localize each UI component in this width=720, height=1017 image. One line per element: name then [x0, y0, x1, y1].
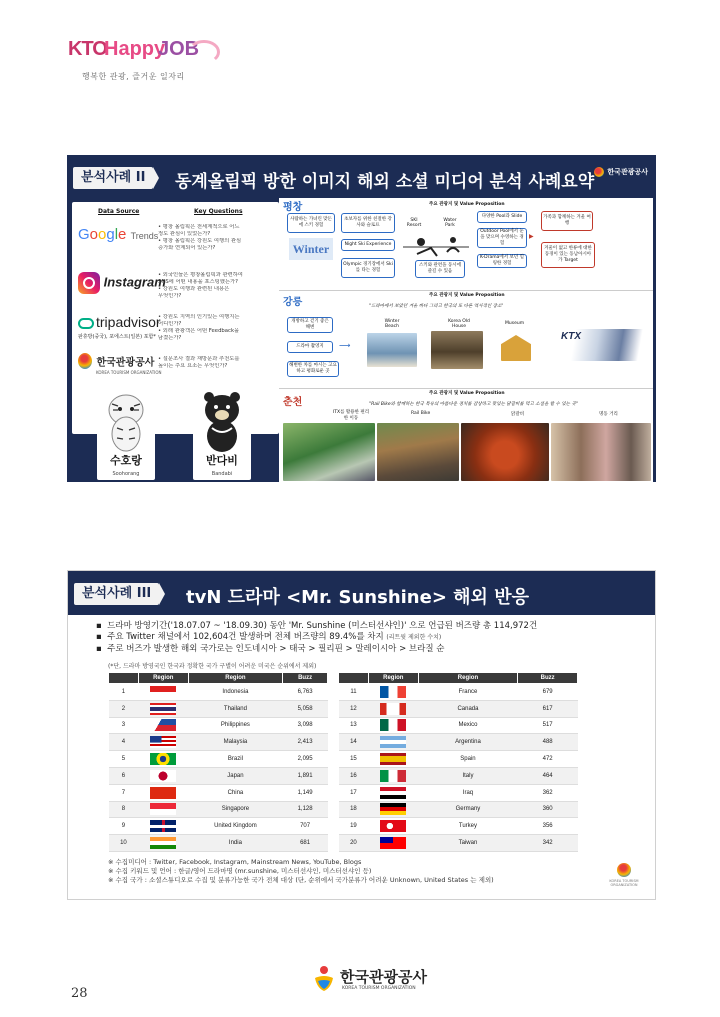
rank-cell: 19 — [339, 818, 369, 835]
rank-cell: 9 — [109, 818, 139, 835]
country-cell: Brazil — [188, 751, 283, 768]
flag-cell — [138, 784, 188, 801]
region-subtitle: 주요 관광지 및 Value Proposition — [429, 293, 505, 298]
region-pyeongchang — [279, 198, 653, 288]
buzz-cell: 679 — [518, 684, 578, 701]
buzz-cell: 617 — [518, 700, 578, 717]
slide2-bullets — [96, 621, 537, 655]
vp-box: 드라마 촬영지 — [287, 341, 333, 353]
buzz-cell: 2,095 — [283, 751, 328, 768]
buzz-cell: 681 — [283, 835, 328, 852]
country-cell: Japan — [188, 767, 283, 784]
flag-cell — [138, 751, 188, 768]
kto-logo-icon — [312, 964, 336, 992]
table-row — [339, 751, 578, 768]
country-cell: United Kingdom — [188, 818, 283, 835]
flag-cell — [138, 684, 188, 701]
country-cell: Canada — [418, 700, 518, 717]
col-header: Region — [418, 673, 518, 684]
slide1-title: 동계올림픽 방한 이미지 해외 소셜 미디어 분석 사례요약 — [175, 172, 595, 192]
logo-kto: KTO — [68, 38, 107, 60]
col-header: Buzz — [283, 673, 328, 684]
region-subtitle: 주요 관광지 및 Value Proposition — [429, 202, 505, 207]
key-questions-header: Key Questions — [194, 208, 243, 215]
winter-beach-label: Winter Beach — [384, 319, 400, 329]
region-name: 강릉 — [283, 297, 303, 308]
rank-cell: 16 — [339, 767, 369, 784]
table-row — [339, 700, 578, 717]
footnote: ※ 수집 키워드 및 언어 : 한글/영어 드라마명 (mr.sunshine, 미스터선샤인, 미스터선샤인 등) — [108, 866, 372, 875]
mascot-roman: Soohorang — [112, 471, 140, 477]
country-cell: Argentina — [418, 734, 518, 751]
table-row — [109, 835, 328, 852]
table-row — [339, 835, 578, 852]
flag-th-icon — [150, 703, 176, 715]
vp-box: 초보자를 위한 친절한 강사와 슬로프 — [341, 213, 395, 233]
flag-cell — [138, 717, 188, 734]
table-row — [339, 734, 578, 751]
mascot-name: 반다비 — [206, 454, 238, 467]
buzz-table-left — [108, 672, 328, 852]
rank-cell: 14 — [339, 734, 369, 751]
table-row — [339, 801, 578, 818]
myeongdong-photo — [551, 423, 651, 481]
table-row — [109, 784, 328, 801]
region-gangneung — [279, 290, 653, 388]
region-name: 춘천 — [283, 397, 303, 408]
rank-cell: 5 — [109, 751, 139, 768]
tripadvisor-sub: 판휴방(중국), 포에스트(일본) 포함* — [78, 334, 156, 340]
connector-arrow-icon: ⟶ — [339, 341, 351, 350]
bear-mascot-icon — [193, 388, 251, 454]
country-cell: Iraq — [418, 784, 518, 801]
museum-icon — [501, 335, 531, 361]
country-cell: Mexico — [418, 717, 518, 734]
museum-label: Museum — [505, 321, 525, 326]
kto-footer-logo — [312, 962, 427, 1002]
vp-box: K-Drama에서 보던 힐링한 경험 — [477, 254, 527, 268]
kto-source-logo: 한국관광공사 KOREA TOURISM ORGANIZATION — [78, 352, 161, 375]
country-cell: Italy — [418, 767, 518, 784]
region-name: 평창 — [283, 202, 303, 213]
flag-cell — [368, 835, 418, 852]
flag-br-icon — [150, 753, 176, 765]
flag-my-icon — [150, 736, 176, 748]
buzz-cell: 5,058 — [283, 700, 328, 717]
kto-logo-icon — [617, 863, 631, 877]
instagram-questions: • 외국인들은 평창올림픽과 관련하여 SNS에 어떤 내용을 포스팅했는가? • 강원도 여행과 관련된 내용은 무엇인가? — [158, 272, 243, 300]
vp-box: Night Ski Experience — [341, 239, 395, 251]
flag-ph-icon — [150, 719, 176, 731]
country-cell: Germany — [418, 801, 518, 818]
slide2-title-bar — [68, 571, 655, 615]
flag-cell — [368, 767, 418, 784]
mascot-roman: Bandabi — [211, 471, 233, 477]
buzz-cell: 517 — [518, 717, 578, 734]
country-cell: India — [188, 835, 283, 852]
dakgalbi-photo — [461, 423, 549, 481]
kto-happy-job-logo — [68, 38, 218, 88]
flag-ar-icon — [380, 736, 406, 748]
flag-mx-icon — [380, 719, 406, 731]
flag-jp-icon — [150, 770, 176, 782]
google-trends-questions: • 평창 올림픽은 전세계적으로 어느 정도 관심이 있었는가? • 평창 올림픽은 강원도 여행의 관심 증가와 연계되어 있는가? — [158, 224, 242, 252]
tripadvisor-questions: • 강원도 지역의 인기있는 여행지는 어디인가? • 외래 관광객은 어떤 Feedback을 남겼는가? — [158, 314, 240, 342]
rank-cell: 17 — [339, 784, 369, 801]
buzz-cell: 3,098 — [283, 717, 328, 734]
flag-cell — [138, 818, 188, 835]
buzz-cell: 464 — [518, 767, 578, 784]
buzz-cell: 488 — [518, 734, 578, 751]
flag-cell — [368, 684, 418, 701]
skier-icon — [401, 232, 471, 262]
buzz-cell: 472 — [518, 751, 578, 768]
table-row — [339, 784, 578, 801]
rank-cell: 18 — [339, 801, 369, 818]
flag-de-icon — [380, 803, 406, 815]
table-row — [339, 818, 578, 835]
col-header: Region — [138, 673, 188, 684]
flag-it-icon — [380, 770, 406, 782]
winter-art: Winter — [289, 238, 333, 260]
region-quote: "드라마에서 보았던 겨울 바다 그리고 한국의 또 다른 역사적인 장소" — [369, 304, 504, 309]
flag-cell — [138, 734, 188, 751]
mascot-name: 수호랑 — [110, 454, 142, 467]
regions-diagram — [279, 198, 653, 482]
flag-cell — [368, 801, 418, 818]
bullet-item: ▪ 주요 Twitter 채널에서 102,604건 발생하며 전체 버즈량의 89.4%를 차지 (리트윗 제외한 수치) — [96, 632, 442, 643]
buzz-cell: 356 — [518, 818, 578, 835]
table-row — [109, 818, 328, 835]
country-cell: Taiwan — [418, 835, 518, 852]
vp-box: 다양한 Pool과 Slide — [477, 211, 527, 223]
logo-happy: Happy — [104, 38, 166, 60]
flag-cell — [138, 835, 188, 852]
flag-cn-icon — [150, 787, 176, 799]
col-header: Region — [368, 673, 418, 684]
flag-in-icon — [150, 837, 176, 849]
flag-sg-icon — [150, 803, 176, 815]
flag-es-icon — [380, 753, 406, 765]
rank-cell: 1 — [109, 684, 139, 701]
buzz-cell: 6,763 — [283, 684, 328, 701]
rank-cell: 11 — [339, 684, 369, 701]
water-park-label: Water Park — [443, 218, 457, 228]
buzz-cell: 342 — [518, 835, 578, 852]
flag-cell — [368, 700, 418, 717]
slide1-title-bar — [67, 155, 656, 199]
vp-box: Olympic 경기장에서 Ski를 타는 경험 — [341, 258, 395, 278]
flag-cell — [368, 818, 418, 835]
table-row — [109, 717, 328, 734]
buzz-cell: 707 — [283, 818, 328, 835]
vp-box: 스키와 관련을 동시에 즐길 수 있음 — [415, 260, 465, 278]
kto-logo-icon — [594, 167, 604, 177]
country-cell: France — [418, 684, 518, 701]
table-row — [109, 684, 328, 701]
flag-tw-icon — [380, 837, 406, 849]
rank-cell: 20 — [339, 835, 369, 852]
rank-cell: 3 — [109, 717, 139, 734]
table-row — [109, 767, 328, 784]
target-arrow-icon: ▶ — [529, 233, 534, 240]
buzz-cell: 362 — [518, 784, 578, 801]
rail-bike-label: Rail Bike — [411, 411, 431, 416]
ktx-train-photo: KTX — [557, 329, 647, 361]
footer-logo-name: 한국관광공사 — [340, 968, 427, 986]
bullet-item: ▪ 주로 버즈가 발생한 해외 국가로는 인도네시아 > 태국 > 필리핀 > 말레이시아 > 브라질 순 — [96, 643, 445, 654]
kto-questions: • 설문조사 결과 재방문과 추천도를 높이는 주요 요소는 무엇인가? — [158, 356, 240, 370]
rank-cell: 4 — [109, 734, 139, 751]
flag-cell — [368, 784, 418, 801]
country-cell: Malaysia — [188, 734, 283, 751]
flag-cell — [368, 751, 418, 768]
flag-tr-icon — [380, 820, 406, 832]
ski-resort-label: SKI Resort — [406, 218, 422, 228]
buzz-cell: 1,891 — [283, 767, 328, 784]
table-row — [339, 717, 578, 734]
table-row — [109, 751, 328, 768]
flag-fr-icon — [380, 686, 406, 698]
logo-swoosh-icon — [188, 40, 220, 64]
vp-box: 가족과 함께하는 겨울 여행 — [541, 211, 593, 231]
flag-gb-icon — [150, 820, 176, 832]
tripadvisor-owl-icon — [78, 318, 94, 329]
footnote: ※ 수집미디어 : Twitter, Facebook, Instagram, Mainstream News, YouTube, Blogs — [108, 858, 362, 866]
country-cell: Singapore — [188, 801, 283, 818]
old-house-photo — [431, 331, 483, 369]
exclusion-note: (*단, 드라마 방영국인 한국과 정확한 국가 구별이 어려운 미국은 순위에서 제외) — [108, 663, 317, 670]
rank-cell: 7 — [109, 784, 139, 801]
buzz-cell: 1,149 — [283, 784, 328, 801]
slide2-tag: 분석사례 III — [74, 583, 159, 605]
buzz-table-right — [338, 672, 578, 852]
beach-photo — [367, 333, 417, 367]
vp-box: 개방하고 걷기 좋은 해변 — [287, 317, 333, 333]
country-cell: Turkey — [418, 818, 518, 835]
flag-cell — [138, 767, 188, 784]
rank-cell: 6 — [109, 767, 139, 784]
slide2-org-logo: KOREA TOURISM ORGANIZATION — [605, 863, 643, 887]
footer-logo-en: KOREA TOURISM ORGANIZATION — [342, 986, 416, 991]
data-source-header: Data Source — [98, 208, 140, 215]
table-row — [339, 767, 578, 784]
flag-ca-icon — [380, 703, 406, 715]
kto-logo-icon — [78, 353, 92, 369]
tiger-mascot-icon — [97, 388, 155, 454]
col-header: Buzz — [518, 673, 578, 684]
logo-job: JOB — [158, 38, 200, 60]
region-subtitle: 주요 관광지 및 Value Proposition — [429, 391, 505, 396]
country-cell: Philippines — [188, 717, 283, 734]
rank-cell: 15 — [339, 751, 369, 768]
buzz-cell: 2,413 — [283, 734, 328, 751]
buzz-cell: 360 — [518, 801, 578, 818]
old-house-label: Korea Old House — [448, 319, 470, 329]
flag-id-icon — [150, 686, 176, 698]
table-row — [109, 801, 328, 818]
slide-olympic-analysis — [67, 155, 656, 482]
instagram-logo: Instagram — [78, 272, 166, 294]
instagram-icon — [78, 272, 100, 294]
country-cell: Thailand — [188, 700, 283, 717]
bullet-item: ▪ 드라마 방영기간('18.07.07 ~ '18.09.30) 동안 'Mr. Sunshine (미스터선샤인)' 으로 언급된 버즈량 총 114,972건 — [96, 621, 538, 631]
itx-label: ITX를 활용한 편리한 이동 — [332, 410, 370, 421]
region-chuncheon — [279, 388, 653, 482]
vp-box: 겨울이 없고 한류에 대한 동경이 있는 동남아시아가 Target — [541, 242, 595, 268]
country-cell: Spain — [418, 751, 518, 768]
vp-box: Outdoor Pool에서 눈을 맞으며 수영하는 경험 — [477, 228, 527, 248]
flag-cell — [138, 700, 188, 717]
buzz-cell: 1,128 — [283, 801, 328, 818]
slide2-title: tvN 드라마 <Mr. Sunshine> 해외 반응 — [186, 587, 529, 608]
country-cell: China — [188, 784, 283, 801]
flag-cell — [368, 717, 418, 734]
mascot-soohorang — [97, 388, 155, 480]
table-row — [109, 734, 328, 751]
tripadvisor-logo: tripadvisor — [78, 314, 161, 330]
table-row — [109, 700, 328, 717]
region-quote: "Rail Bike와 함께하는 한국 특유의 아름다운 경치를 감상하고 맛있는 닭갈비를 먹고 소설을 할 수 있는 곳" — [369, 402, 578, 407]
country-cell: Indonesia — [188, 684, 283, 701]
rank-cell: 13 — [339, 717, 369, 734]
myeongdong-street-label: 명동 거리 — [599, 412, 618, 417]
vp-box: 해변한 차를 마시는 고요하고 평화로운 곳 — [287, 361, 339, 377]
dakgalbi-label: 닭갈비 — [511, 412, 525, 417]
slide-mr-sunshine — [67, 570, 656, 900]
rail-bike-photo — [377, 423, 459, 481]
rank-cell: 2 — [109, 700, 139, 717]
mascot-bandabi — [193, 388, 251, 480]
itx-train-photo — [283, 423, 375, 481]
vp-box: 사람하는 가녀린 맞돈에 스키 경험 — [287, 213, 335, 233]
rank-cell: 8 — [109, 801, 139, 818]
logo-tagline: 행복한 관광, 즐거운 일자리 — [82, 72, 185, 81]
rank-cell: 10 — [109, 835, 139, 852]
slide1-org-logo: 한국관광공사 — [594, 167, 648, 177]
rank-cell: 12 — [339, 700, 369, 717]
footnote: ※ 수집 국가 : 소셜스튜디오로 수집 및 분류가능한 국가 전체 대상 (단, 순위에서 국가분류가 어려운 Unknown, United States 는 제외) — [108, 875, 494, 884]
slide1-tag: 분석사례 II — [73, 167, 153, 189]
flag-cell — [368, 734, 418, 751]
slide2-footnotes — [108, 858, 494, 884]
page-number: 28 — [71, 986, 88, 1001]
google-trends-logo: Google Trends — [78, 226, 159, 243]
flag-cell — [138, 801, 188, 818]
col-header: Region — [188, 673, 283, 684]
flag-iq-icon — [380, 787, 406, 799]
table-row — [339, 684, 578, 701]
